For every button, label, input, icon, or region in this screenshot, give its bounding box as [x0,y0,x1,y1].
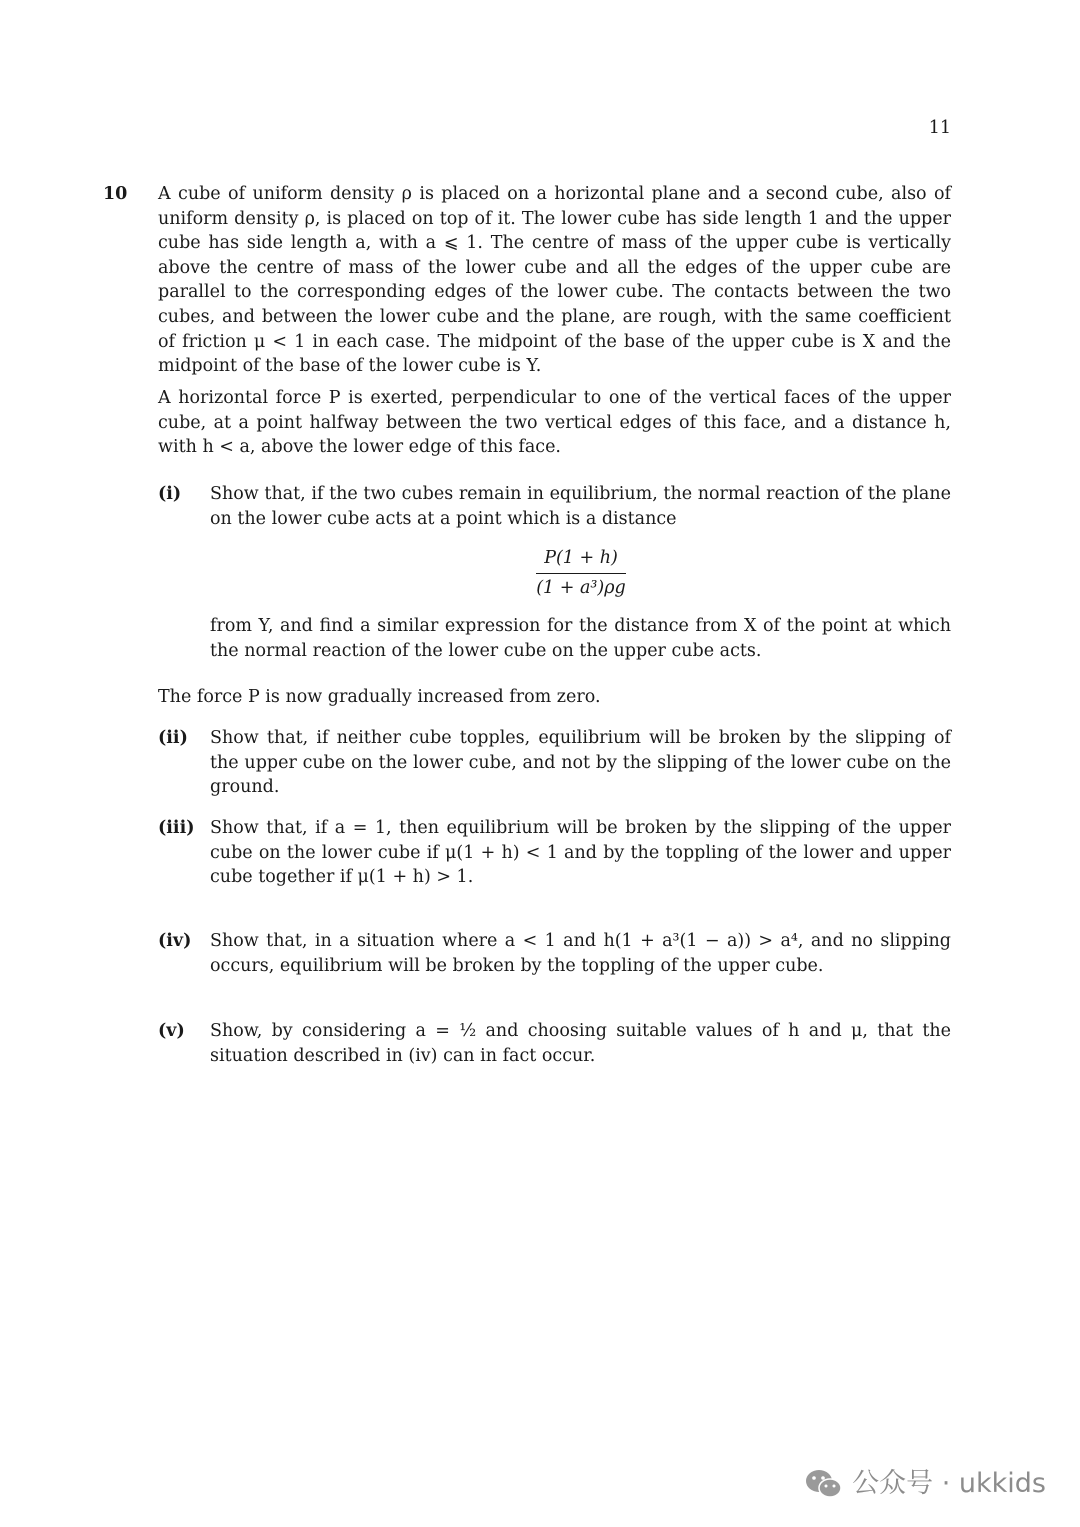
question-number: 10 [103,184,128,204]
part-label: (i) [158,484,182,504]
part-label: (iv) [158,931,192,951]
part-label: (ii) [158,728,188,748]
part-text: Show that, if a = 1, then equilibrium will be broken by the slipping of the upper cube on the lower cube if μ(1 + h) < 1 and by the toppling of the lower and upper cube together if μ(1 + h) > 1. [210,818,951,888]
force-paragraph: A horizontal force P is exerted, perpendicular to one of the vertical faces of the upper cube, at a point halfway between the two vertical edges of this face, and a distance h, with h < a, above the lower edge of this face. [158,388,951,458]
distance-fraction [536,546,626,600]
part-label: (v) [158,1021,185,1041]
part-i-continuation: from Y, and find a similar expression for the distance from X of the point at which the normal reaction of the lower cube on the upper cube acts. [210,616,951,661]
part-text: Show that, if neither cube topples, equilibrium will be broken by the slipping of the upper cube on the lower cube, and not by the slipping of the lower cube on the ground. [210,728,951,798]
part-text: Show that, if the two cubes remain in equilibrium, the normal reaction of the plane on the lower cube acts at a point which is a distance [210,484,951,529]
part-text: Show, by considering a = ½ and choosing suitable values of h and μ, that the situation described in (iv) can in fact occur. [210,1021,951,1066]
page-number: 11 [928,118,951,138]
part-text: Show that, in a situation where a < 1 and h(1 + a³(1 − a)) > a⁴, and no slipping occurs, equilibrium will be broken by the toppling of the upper cube. [210,931,951,976]
transition-paragraph: The force P is now gradually increased from zero. [158,687,601,707]
part-label: (iii) [158,818,195,838]
watermark-text: 公众号 · ukkids [852,1467,1046,1499]
wechat-icon [804,1467,844,1501]
question-intro: A cube of uniform density ρ is placed on a horizontal plane and a second cube, also of uniform density ρ, is placed on top of it. The lower cube has side length 1 and the upper cube has side length a, with a ⩽ 1. The centre of mass of the upper cube is vertically above the centre of mass of the lower cube and all the edges of the upper cube are parallel to the corresponding edges of the lower cube. The contacts between the two cubes, and between the lower cube and the plane, are rough, with the same coefficient of friction μ < 1 in each case. The midpoint of the base of the upper cube is X and the midpoint of the base of the lower cube is Y. [158,184,951,377]
fraction-denominator: (1 + a³)ρg [536,577,626,598]
watermark [804,1466,1046,1502]
fraction-numerator: P(1 + h) [536,546,626,574]
